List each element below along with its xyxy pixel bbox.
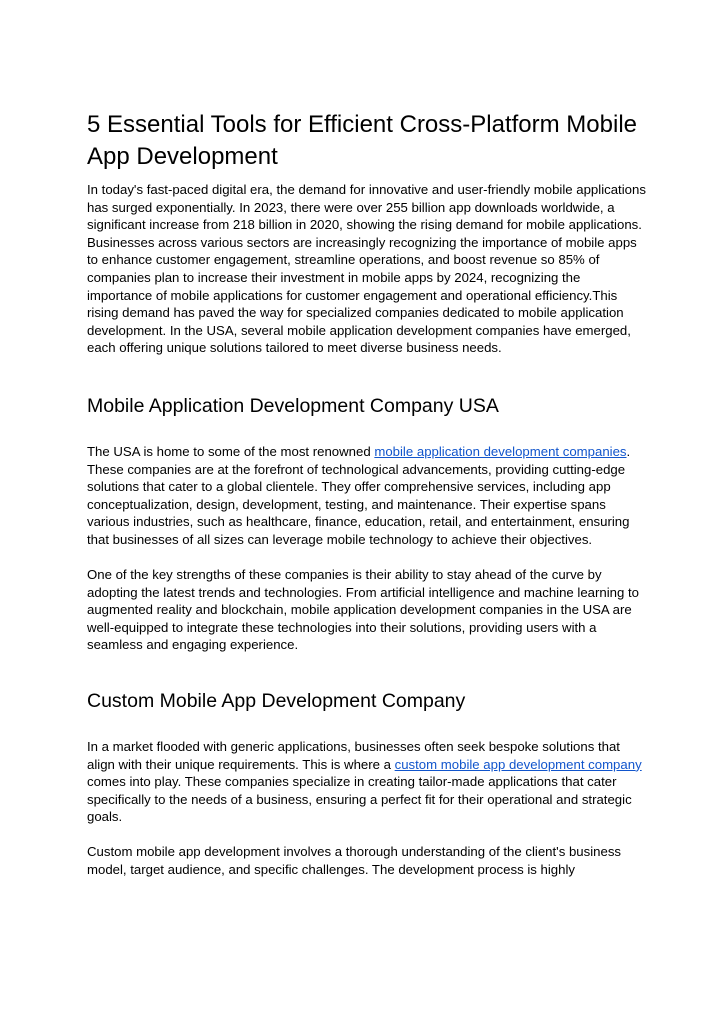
custom-mobile-app-dev-company-link[interactable]: custom mobile app development company bbox=[394, 756, 642, 772]
paragraph-text: The USA is home to some of the most renowned bbox=[87, 443, 375, 459]
paragraph-text: In a market flooded with generic applications, businesses often seek bespoke solutions that align with their unique requirements. This is where a bbox=[87, 738, 620, 772]
section-custom-paragraph-2: Custom mobile app development involves a thorough understanding of the client's business model, target audience, and specific challenges. The development process is highly bbox=[87, 844, 622, 878]
section-usa-paragraph-2: One of the key strengths of these companies is their ability to stay ahead of the curve by adopting the latest trends and technologies. From artificial intelligence and machine learning to augmented reality and blockchain, mobile application development companies in the USA are well-equipped to integrate these technologies into their solutions, providing users with a seamless and engaging experience. bbox=[87, 567, 640, 653]
paragraph-text: . These companies are at the forefront of technological advancements, providing cutting-edge solutions that cater to a global clientele. They offer comprehensive services, including app conceptualization, design, development, testing, and maintenance. Their expertise spans various industries, such as healthcare, finance, education, retail, and entertainment, ensuring that businesses of all sizes can leverage mobile technology to achieve their objectives. bbox=[87, 443, 631, 547]
section-usa-paragraph-1 bbox=[87, 443, 647, 549]
section-custom-paragraph-1 bbox=[87, 738, 647, 826]
mobile-app-dev-companies-link[interactable]: mobile application development companies bbox=[374, 443, 627, 459]
section-heading-usa: Mobile Application Development Company USA bbox=[87, 394, 499, 417]
paragraph-text: comes into play. These companies specialize in creating tailor-made applications that cater specifically to the needs of a business, ensuring a perfect fit for their operational and strategic goals. bbox=[87, 774, 632, 825]
section-heading-custom: Custom Mobile App Development Company bbox=[87, 689, 466, 712]
document-title: 5 Essential Tools for Efficient Cross-Platform Mobile App Development bbox=[87, 111, 637, 170]
intro-paragraph: In today's fast-paced digital era, the demand for innovative and user-friendly mobile applications has surged exponentially. In 2023, there were over 255 billion app downloads worldwide, a significant increase from 218 billion in 2020, showing the rising demand for mobile applications. Businesses across various sectors are increasingly recognizing the importance of mobile apps to enhance customer engagement, streamline operations, and boost revenue so 85% of companies plan to increase their investment in mobile apps by 2024, recognizing the importance of mobile applications for customer engagement and operational efficiency.This rising demand has paved the way for specialized companies dedicated to mobile application development. In the USA, several mobile application development companies have emerged, each offering unique solutions tailored to meet diverse business needs. bbox=[87, 182, 646, 356]
document-page bbox=[87, 109, 647, 879]
